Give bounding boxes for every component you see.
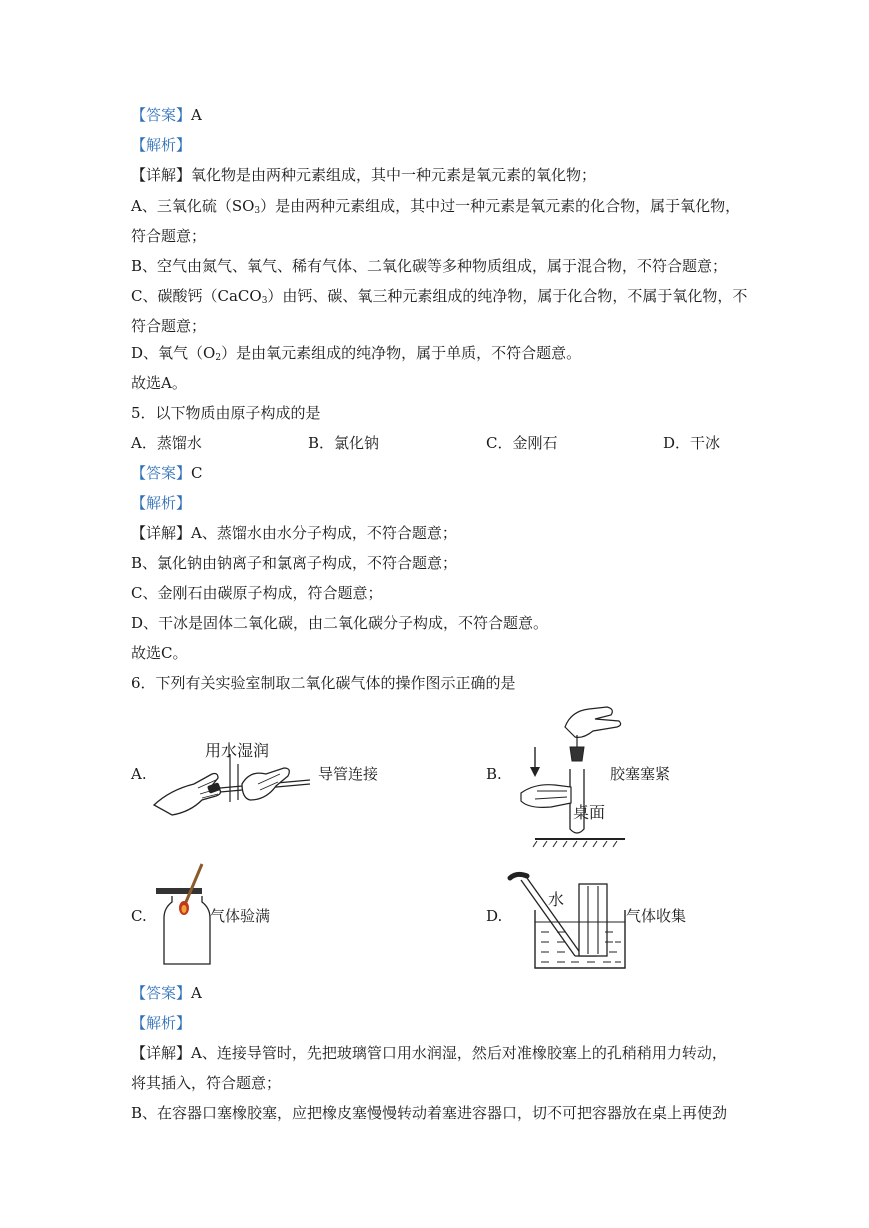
explanation-b: B、在容器口塞橡胶塞，应把橡皮塞慢慢转动着塞进容器口，切不可把容器放在桌上再使劲 <box>131 1104 728 1122</box>
explanation-c <box>131 286 747 311</box>
option-b: B．氯化钠 <box>308 434 380 452</box>
explanation-d <box>131 343 581 368</box>
figure-b-desk-label: 桌面 <box>573 803 606 822</box>
text-segment: D、氧气（O <box>131 344 216 362</box>
answer-value: A <box>191 106 202 124</box>
explanation-b: B、空气由氮气、氧气、稀有气体、二氧化碳等多种物质组成，属于混合物，不符合题意； <box>131 257 728 275</box>
detail-line <box>131 1043 727 1063</box>
detail-text: A、蒸馏水由水分子构成，不符合题意； <box>191 524 457 542</box>
analysis-tag: 【解析】 <box>131 494 192 512</box>
subscript: 3 <box>254 206 261 216</box>
answer-tag: 【答案】 <box>131 106 192 124</box>
option-c: C．金刚石 <box>486 434 558 452</box>
answer-value: C <box>191 464 203 482</box>
explanation-d: D、干冰是固体二氧化碳，由二氧化碳分子构成，不符合题意。 <box>131 614 549 632</box>
figure-b-caption: 胶塞塞紧 <box>610 765 671 783</box>
subscript: 2 <box>215 353 222 363</box>
figure-d-caption: 气体收集 <box>626 907 687 925</box>
text-segment: ）是由两种元素组成，其中过一种元素是氧元素的化合物，属于氧化物， <box>260 197 741 215</box>
detail-tag: 【详解】 <box>131 1044 192 1062</box>
detail-tag: 【详解】 <box>131 166 192 184</box>
explanation-a-continued: 将其插入，符合题意； <box>131 1074 282 1092</box>
explanation-c-continued: 符合题意； <box>131 317 207 335</box>
answer-tag: 【答案】 <box>131 464 192 482</box>
figure-c-caption: 气体验满 <box>210 907 271 925</box>
figure-a-top-label: 用水湿润 <box>205 741 270 760</box>
text-segment: C、碳酸钙（CaCO <box>131 287 262 305</box>
question-stem: 5．以下物质由原子构成的是 <box>131 404 321 422</box>
explanation-a-continued: 符合题意； <box>131 227 207 245</box>
detail-text: 氧化物是由两种元素组成，其中一种元素是氧元素的氧化物； <box>191 166 597 184</box>
detail-tag: 【详解】 <box>131 524 192 542</box>
analysis-tag: 【解析】 <box>131 136 192 154</box>
explanation-c: C、金刚石由碳原子构成，符合题意； <box>131 584 383 602</box>
answer-line <box>131 983 202 1003</box>
explanation-b: B、氯化钠由钠离子和氯离子构成，不符合题意； <box>131 554 458 572</box>
option-label-d: D. <box>486 907 503 925</box>
answer-tag: 【答案】 <box>131 984 192 1002</box>
figure-d-water-label: 水 <box>548 890 565 909</box>
option-a: A．蒸馏水 <box>131 434 202 452</box>
detail-line <box>131 165 596 185</box>
figure-a-hands-icon <box>150 760 320 830</box>
question-stem: 6．下列有关实验室制取二氧化碳气体的操作图示正确的是 <box>131 674 516 692</box>
subscript: 3 <box>261 296 268 306</box>
explanation-a <box>131 196 740 221</box>
answer-value: A <box>191 984 202 1002</box>
text-segment: A、三氧化硫（SO <box>131 197 255 215</box>
option-label-a: A. <box>131 765 147 783</box>
figure-a-caption: 导管连接 <box>318 765 379 783</box>
detail-text: A、连接导管时，先把玻璃管口用水润湿，然后对准橡胶塞上的孔稍稍用力转动， <box>191 1044 727 1062</box>
detail-line <box>131 523 457 543</box>
figure-d-water-trough-icon <box>505 870 630 975</box>
answer-line <box>131 463 203 483</box>
option-d: D．干冰 <box>663 434 721 452</box>
answer-line <box>131 105 202 125</box>
text-segment: ）是由氧元素组成的纯净物，属于单质，不符合题意。 <box>221 344 582 362</box>
analysis-tag: 【解析】 <box>131 1014 192 1032</box>
text-segment: ）由钙、碳、氧三种元素组成的纯净物，属于化合物，不属于氧化物，不 <box>267 287 748 305</box>
conclusion: 故选C。 <box>131 644 188 662</box>
conclusion: 故选A。 <box>131 374 187 392</box>
option-label-b: B. <box>486 765 502 783</box>
option-label-c: C. <box>131 907 147 925</box>
